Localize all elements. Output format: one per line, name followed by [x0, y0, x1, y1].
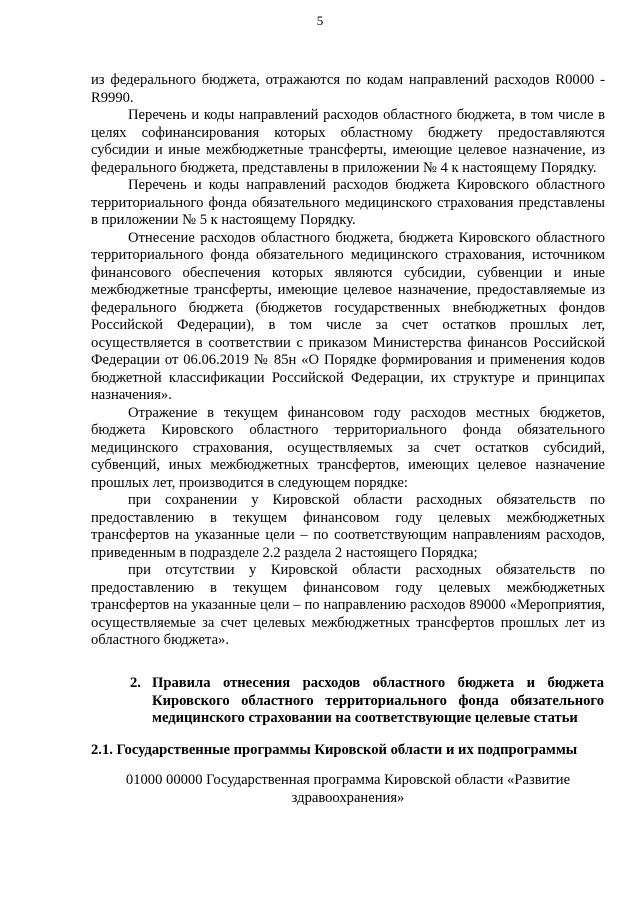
paragraph: Перечень и коды направлений расходов бюджета Кировского областного территориального фонда обязательного медицинского страхования представлены в приложении № 5 к настоящему Порядку.: [91, 177, 605, 228]
paragraph: при сохранении у Кировской области расходных обязательств по предоставлению в текущем финансовом году целевых межбюджетных трансфертов на указанные цели – по соответствующим направлениям расходов, приведенным в подразделе 2.2 раздела 2 настоящего Порядка;: [91, 492, 605, 561]
paragraph: при отсутствии у Кировской области расходных обязательств по предоставлению в текущем финансовом году целевых межбюджетных трансфертов на указанные цели – по направлению расходов 89000 «Мероприятия, осуществляемые за счет целевых межбюджетных трансфертов прошлых лет из областного бюджета».: [91, 562, 605, 648]
paragraph: Отнесение расходов областного бюджета, бюджета Кировского областного территориального фонда обязательного медицинского страхования, источником финансового обеспечения которых являются субсидии, субвенции и иные межбюджетные трансферты, имеющие целевое назначение, предоставляемые из федерального бюджета (бюджетов государственных внебюджетных фондов Российской Федерации), в том числе за счет остатков прошлых лет, осуществляется в соответствии с приказом Министерства финансов Российской Федерации от 06.06.2019 № 85н «О Порядке формирования и применения кодов бюджетной классификации Российской Федерации, их структуре и принципах назначения».: [91, 229, 605, 403]
section-number: 2.: [130, 675, 141, 691]
paragraph: из федерального бюджета, отражаются по кодам направлений расходов R0000 - R9990.: [91, 72, 605, 106]
section-heading: [130, 675, 604, 728]
section-title: Правила отнесения расходов областного бюджета и бюджета Кировского областного территориального фонда обязательного медицинского страховании на соответствующие целевые статьи: [152, 675, 604, 726]
paragraph: Отражение в текущем финансовом году расходов местных бюджетов, бюджета Кировского областного территориального фонда обязательного медицинского страхования, осуществляемых за счет остатков субсидий, субвенций, иных межбюджетных трансфертов, имеющих целевое назначение прошлых лет, производится в следующем порядке:: [91, 404, 605, 491]
page-number: 5: [316, 13, 324, 28]
program-line: 01000 00000 Государственная программа Кировской области «Развитие здравоохранения»: [125, 772, 571, 806]
subsection-heading: 2.1. Государственные программы Кировской области и их подпрограммы: [91, 742, 578, 758]
body-text: [91, 72, 605, 650]
paragraph: Перечень и коды направлений расходов областного бюджета, в том числе в целях софинансирования которых областному бюджету предоставляются субсидии и иные межбюджетные трансферты, имеющие целевое назначение, из федерального бюджета, представлены в приложении № 4 к настоящему Порядку.: [91, 107, 605, 176]
